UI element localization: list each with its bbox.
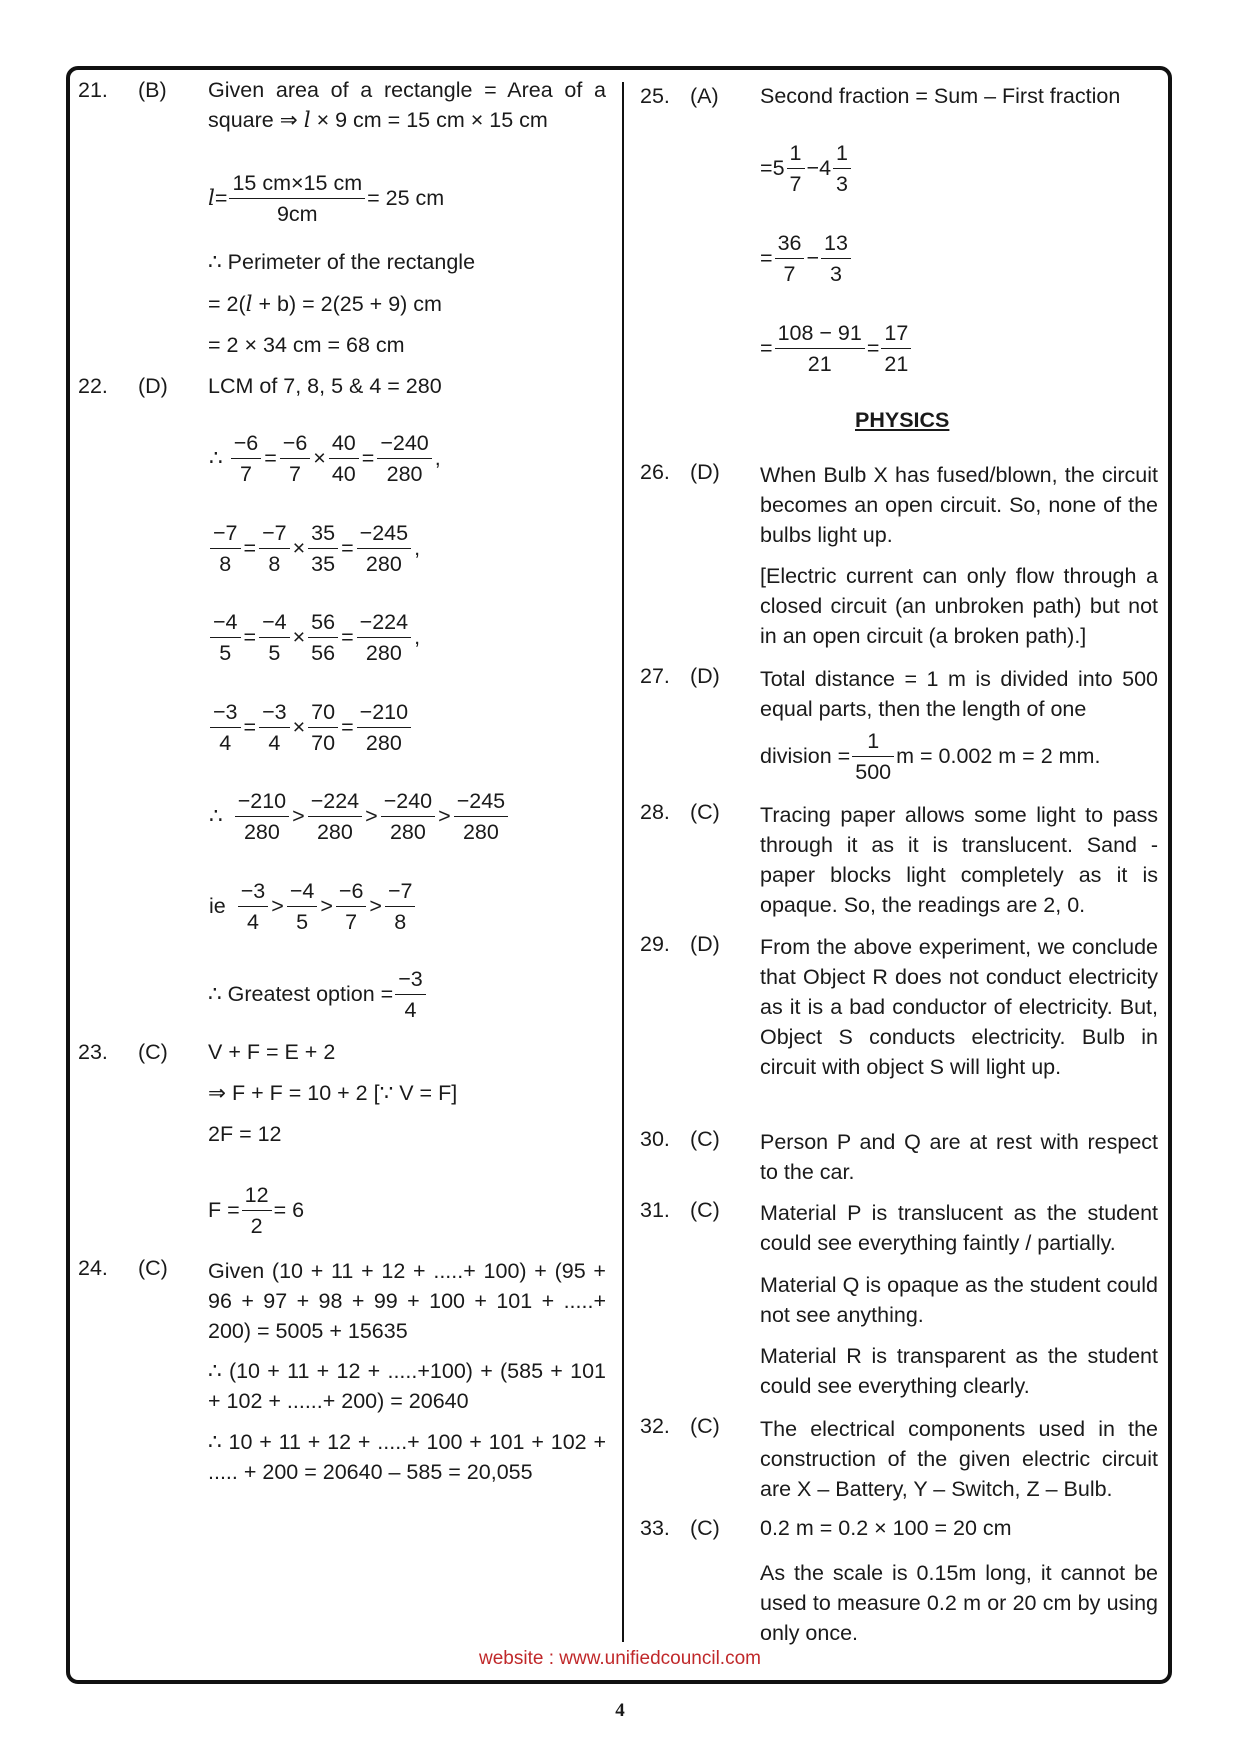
q23-line1: V + F = E + 2 xyxy=(208,1040,336,1064)
q28-number: 28. xyxy=(640,800,670,824)
operator: > xyxy=(271,894,284,918)
q24-para2: ∴ (10 + 11 + 12 + .....+100) + (585 + 101 + 102 + ......+ 200) = 20640 xyxy=(208,1359,606,1413)
q22-row-4 xyxy=(208,697,413,758)
fraction: $\frac{40}{40}$ xyxy=(329,428,359,489)
section-heading-physics: PHYSICS xyxy=(855,408,950,432)
operator: = xyxy=(341,536,354,560)
q33-para2: As the scale is 0.15m long, it cannot be used to measure 0.2 m or 20 cm by using only once. xyxy=(760,1561,1158,1645)
fraction: $\frac{-7}{8}$ xyxy=(259,518,290,579)
q26-para1: When Bulb X has fused/blown, the circuit becomes an open circuit. So, none of the bulbs light up. xyxy=(760,463,1158,547)
q21-number: 21. xyxy=(78,78,108,102)
q24-para1: Given (10 + 11 + 12 + .....+ 100) + (95 + 96 + 97 + 98 + 99 + 100 + 101 + .....+ 200) = 5005 + 15635 xyxy=(208,1259,606,1343)
q21-line6: = 2 × 34 cm = 68 cm xyxy=(208,333,405,357)
q25-line1: Second fraction = Sum – First fraction xyxy=(760,84,1121,108)
q22-order-1 xyxy=(208,786,510,847)
q27-number: 27. xyxy=(640,664,670,688)
fraction: $\frac{-245}{280}$ xyxy=(454,786,508,847)
q29-number: 29. xyxy=(640,932,670,956)
q25-mixed-fractions: = 5 $\frac{1}{7}$ − 4 $\frac{1}{3}$ xyxy=(760,138,853,199)
fraction: $\frac{-224}{280}$ xyxy=(357,607,411,668)
fraction: $\frac{-224}{280}$ xyxy=(308,786,362,847)
q32-option: (C) xyxy=(690,1414,720,1438)
q22-greatest: ∴ Greatest option = $\frac{-3}{4}$ xyxy=(208,964,428,1025)
operator: > xyxy=(369,894,382,918)
q23-line2: ⇒ F + F = 10 + 2 [∵ V = F] xyxy=(208,1081,458,1105)
q25-number: 25. xyxy=(640,84,670,108)
fraction: $\frac{-240}{280}$ xyxy=(377,428,431,489)
q26-para2: [Electric current can only flow through a closed circuit (an unbroken path) but not in an open circuit (a broken path).] xyxy=(760,564,1158,648)
q27-line2: division = $\frac{1}{500}$ m = 0.002 m = 2 mm. xyxy=(760,726,1100,787)
q33-number: 33. xyxy=(640,1516,670,1540)
q30-number: 30. xyxy=(640,1127,670,1151)
q26-option: (D) xyxy=(690,460,720,484)
q33-line1: 0.2 m = 0.2 × 100 = 20 cm xyxy=(760,1516,1012,1540)
operator: = xyxy=(264,446,277,470)
fraction: $\frac{-210}{280}$ xyxy=(235,786,289,847)
fraction: $\frac{-4}{5}$ xyxy=(287,876,318,937)
footer-website: website : www.unifiedcouncil.com xyxy=(479,1648,761,1669)
q31-para1: Material P is translucent as the student could see everything faintly / partially. xyxy=(760,1201,1158,1255)
q31-para2: Material Q is opaque as the student could not see anything. xyxy=(760,1273,1158,1327)
q33-option: (C) xyxy=(690,1516,720,1540)
fraction: $\frac{-4}{5}$ xyxy=(259,607,290,668)
q30-para1: Person P and Q are at rest with respect to the car. xyxy=(760,1130,1158,1184)
operator: ie xyxy=(209,894,226,918)
q23-option: (C) xyxy=(138,1040,168,1064)
operator: × xyxy=(292,715,306,739)
fraction: $\frac{-4}{5}$ xyxy=(210,607,241,668)
fraction: $\frac{-245}{280}$ xyxy=(357,518,411,579)
fraction: $\frac{-240}{280}$ xyxy=(381,786,435,847)
q22-row-1 xyxy=(208,428,442,489)
operator: > xyxy=(292,804,305,828)
page-number: 4 xyxy=(615,1700,625,1721)
operator: = xyxy=(341,715,354,739)
fraction: $\frac{56}{56}$ xyxy=(308,607,338,668)
operator: ∴ xyxy=(209,446,223,470)
fraction: $\frac{-210}{280}$ xyxy=(357,697,411,758)
q22-number: 22. xyxy=(78,374,108,398)
operator: = xyxy=(361,446,375,470)
fraction: $\frac{-7}{8}$ xyxy=(210,518,241,579)
operator: ∴ xyxy=(209,804,223,828)
q24-number: 24. xyxy=(78,1256,108,1280)
q29-option: (D) xyxy=(690,932,720,956)
q29-para1: From the above experiment, we conclude that Object R does not conduct electricity as it is a bad conductor of electricity. But, Object S conducts electricity. Bulb in circuit with object S will light up. xyxy=(760,935,1158,1079)
q27-option: (D) xyxy=(690,664,720,688)
q21-length-formula: l = $\frac{15 cm\times 15 cm}{9cm}$ = 25 cm xyxy=(208,168,444,229)
q22-row-3 xyxy=(208,607,421,668)
q24-para3: ∴ 10 + 11 + 12 + .....+ 100 + 101 + 102 + ..... + 200 = 20640 – 585 = 20,055 xyxy=(208,1430,606,1484)
q26-number: 26. xyxy=(640,460,670,484)
operator: , xyxy=(434,446,441,470)
q28-para1: Tracing paper allows some light to pass through it as it is translucent. Sand - paper blocks light completely as it is opaque. So, the readings are 2, 0. xyxy=(760,803,1158,917)
q22-option: (D) xyxy=(138,374,168,398)
q32-number: 32. xyxy=(640,1414,670,1438)
operator: = xyxy=(341,625,354,649)
operator: = xyxy=(243,625,257,649)
operator: > xyxy=(365,804,378,828)
q31-para3: Material R is transparent as the student could see everything clearly. xyxy=(760,1344,1158,1398)
operator: = xyxy=(243,715,257,739)
column-divider xyxy=(622,82,624,1642)
operator: × xyxy=(292,625,306,649)
q22-row-2 xyxy=(208,518,421,579)
q21-option: (B) xyxy=(138,78,167,102)
q23-number: 23. xyxy=(78,1040,108,1064)
q22-line1: LCM of 7, 8, 5 & 4 = 280 xyxy=(208,374,442,398)
q25-result: = $\frac{108 - 91}{21}$ = $\frac{17}{21}$ xyxy=(760,318,913,379)
fraction: $\frac{-3}{4}$ xyxy=(259,697,290,758)
fraction: $\frac{-6}{7}$ xyxy=(336,876,367,937)
q32-para1: The electrical components used in the construction of the given electric circuit are X – Battery, Y – Switch, Z – Bulb. xyxy=(760,1417,1158,1501)
q25-option: (A) xyxy=(690,84,719,108)
operator: × xyxy=(292,536,306,560)
q23-line4: F = $\frac{12}{2}$ = 6 xyxy=(208,1180,304,1241)
fraction: $\frac{35}{35}$ xyxy=(308,518,338,579)
fraction: $\frac{-3}{4}$ xyxy=(238,876,269,937)
operator: , xyxy=(414,625,421,649)
q21-line1: Given area of a rectangle = Area of a xyxy=(208,78,606,102)
operator: , xyxy=(414,536,421,560)
q22-order-2 xyxy=(208,876,417,937)
q31-number: 31. xyxy=(640,1198,670,1222)
operator: > xyxy=(320,894,333,918)
operator: > xyxy=(438,804,451,828)
q28-option: (C) xyxy=(690,800,720,824)
q23-line3: 2F = 12 xyxy=(208,1122,282,1146)
fraction: $\frac{-3}{4}$ xyxy=(210,697,241,758)
operator: × xyxy=(313,446,326,470)
q25-improper-fractions: = $\frac{36}{7}$ − $\frac{13}{3}$ xyxy=(760,228,853,289)
q21-line5: = 2(l + b) = 2(25 + 9) cm xyxy=(208,292,442,317)
operator: = xyxy=(243,536,257,560)
q21-fraction: $\frac{15 cm\times 15 cm}{9cm}$ xyxy=(229,168,365,229)
fraction: $\frac{70}{70}$ xyxy=(308,697,338,758)
q31-option: (C) xyxy=(690,1198,720,1222)
q21-line2: square ⇒ l × 9 cm = 15 cm × 15 cm xyxy=(208,108,548,133)
q21-line4: ∴ Perimeter of the rectangle xyxy=(208,250,476,274)
fraction: $\frac{-6}{7}$ xyxy=(280,428,311,489)
fraction: $\frac{-7}{8}$ xyxy=(385,876,416,937)
q24-option: (C) xyxy=(138,1256,168,1280)
q27-para1: Total distance = 1 m is divided into 500 equal parts, then the length of one xyxy=(760,667,1158,721)
fraction: $\frac{-6}{7}$ xyxy=(231,428,262,489)
q30-option: (C) xyxy=(690,1127,720,1151)
